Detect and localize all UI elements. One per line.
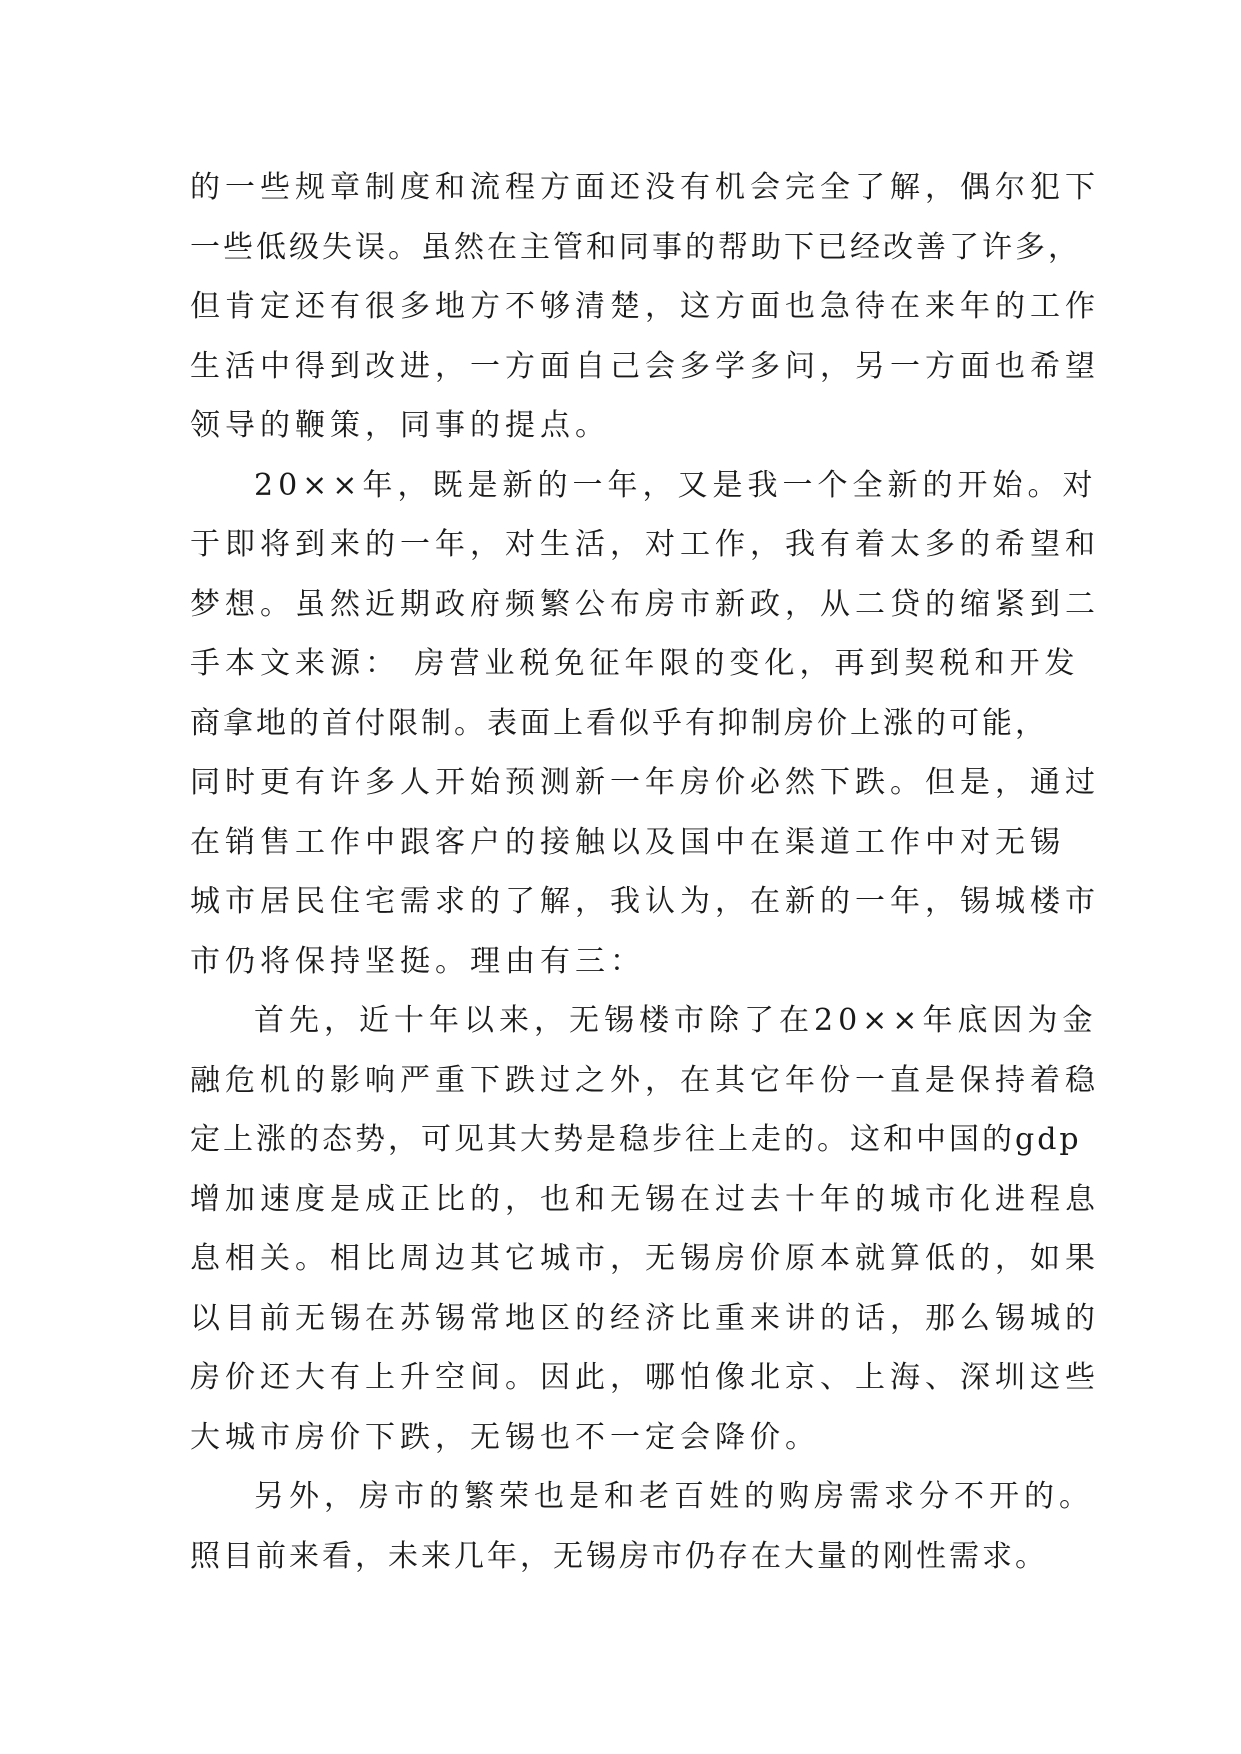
text-line: 城市居民住宅需求的了解，我认为，在新的一年，锡城楼市 <box>190 884 1100 919</box>
text-line: 同时更有许多人开始预测新一年房价必然下跌。但是，通过 <box>190 765 1100 800</box>
text-line: 生活中得到改进，一方面自己会多学多问，另一方面也希望 <box>190 348 1100 384</box>
paragraph-start-line: 首先，近十年以来，无锡楼市除了在20××年底因为金 <box>254 1003 1098 1038</box>
text-line: 房价还大有上升空间。因此，哪怕像北京、上海、深圳这些 <box>190 1360 1100 1395</box>
text-line: 于即将到来的一年，对生活，对工作，我有着太多的希望和 <box>190 527 1100 562</box>
text-line: 以目前无锡在苏锡常地区的经济比重来讲的话，那么锡城的 <box>190 1300 1100 1336</box>
text-line: 一些低级失误。虽然在主管和同事的帮助下已经改善了许多， <box>190 229 1081 265</box>
text-line: 的一些规章制度和流程方面还没有机会完全了解，偶尔犯下 <box>190 170 1100 205</box>
text-line: 增加速度是成正比的，也和无锡在过去十年的城市化进程息 <box>190 1181 1100 1217</box>
text-line: 在销售工作中跟客户的接触以及国中在渠道工作中对无锡 <box>190 824 1065 860</box>
text-line: 但肯定还有很多地方不够清楚，这方面也急待在来年的工作 <box>190 289 1100 324</box>
text-line: 融危机的影响严重下跌过之外，在其它年份一直是保持着稳 <box>190 1062 1100 1098</box>
text-line: 梦想。虽然近期政府频繁公布房市新政，从二贷的缩紧到二 <box>190 586 1100 622</box>
document-body <box>190 158 1100 1586</box>
text-line: 照目前来看，未来几年，无锡房市仍存在大量的刚性需求。 <box>190 1538 1048 1574</box>
text-line: 定上涨的态势，可见其大势是稳步往上走的。这和中国的gdp <box>190 1122 1082 1157</box>
paragraph-start-line: 另外，房市的繁荣也是和老百姓的购房需求分不开的。 <box>254 1479 1094 1514</box>
text-line: 领导的鞭策，同事的提点。 <box>190 408 610 443</box>
text-line: 息相关。相比周边其它城市，无锡房价原本就算低的，如果 <box>190 1241 1100 1276</box>
text-line: 大城市房价下跌，无锡也不一定会降价。 <box>190 1419 820 1455</box>
paragraph-start-line: 20××年，既是新的一年，又是我一个全新的开始。对 <box>254 467 1098 503</box>
text-line: 市仍将保持坚挺。理由有三： <box>190 943 645 979</box>
text-line: 商拿地的首付限制。表面上看似乎有抑制房价上涨的可能， <box>190 705 1048 741</box>
text-line: 手本文来源： 房营业税免征年限的变化，再到契税和开发 <box>190 646 1080 681</box>
